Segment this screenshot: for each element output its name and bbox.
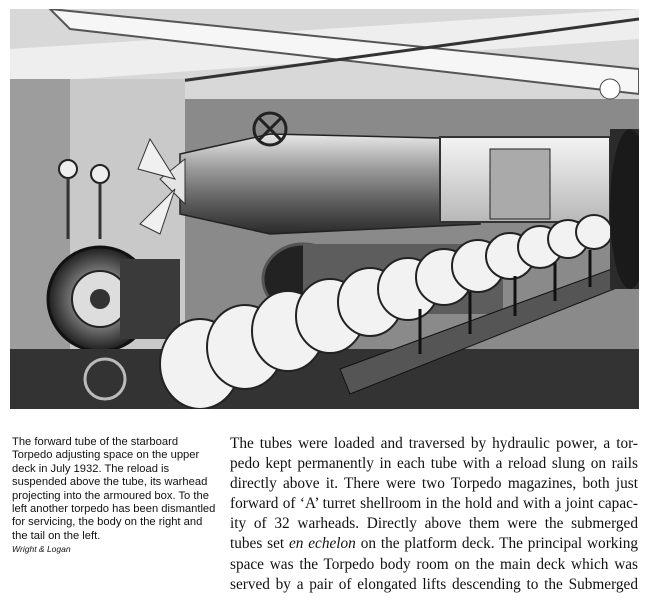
emphasis-en-echelon: en echelon <box>288 535 356 553</box>
photo-illustration <box>10 9 639 409</box>
body-line: ity of 32 warheads. Directly above them were the submerged <box>230 515 638 533</box>
body-line-part: on the platform deck. The principal working <box>355 535 638 553</box>
photo-credit: Wright & Logan <box>12 544 71 555</box>
body-line: directly above it. There were two Torpedo magazines, both just <box>230 475 638 493</box>
body-line: served by a pair of elongated lifts descending to the Submerged <box>230 575 638 593</box>
body-paragraph <box>230 434 638 595</box>
body-line: The tubes were loaded and traversed by hydraulic power, a tor- <box>230 435 638 452</box>
body-line <box>230 534 638 554</box>
body-line: forward of ‘A’ turret shellroom in the hold and with a joint capac- <box>230 495 638 513</box>
body-line-part: tubes set <box>230 535 289 553</box>
body-line: space was the Torpedo body room on the main deck which was <box>230 555 638 573</box>
torpedo-room-photo <box>10 9 639 409</box>
body-line: pedo kept permanently in each tube with a reload slung on rails <box>230 455 638 473</box>
caption-text: The forward tube of the starboard Torpedo adjusting space on the upper deck in July 1932. The reload is suspended above the tube, its warhead projecting into the armoured box. To the left another torpedo has been dismantled for servicing, the body on the right and the tail on the left. <box>12 436 216 542</box>
photo-caption <box>12 436 217 555</box>
